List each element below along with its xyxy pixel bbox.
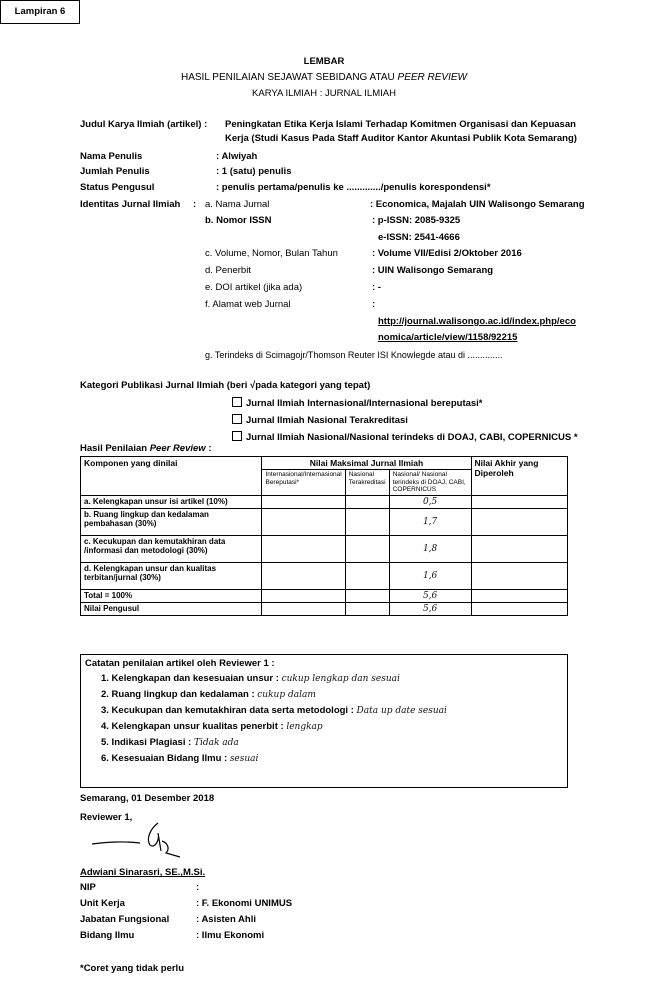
- journal-b-value1: : p-ISSN: 2085-9325: [372, 215, 461, 226]
- hasil-colon: :: [208, 443, 212, 454]
- catatan-item-3-label: 3. Kecukupan dan kemutakhiran data serta metodologi :: [101, 705, 354, 716]
- journal-b-value2: e-ISSN: 2541-4666: [378, 232, 460, 243]
- journal-url-line1[interactable]: http://journal.walisongo.ac.id/index.php/eco: [378, 316, 576, 327]
- catatan-item-3: [101, 705, 447, 716]
- catatan-item-6-note: sesuai: [229, 754, 259, 764]
- footer-note: *Coret yang tidak perlu: [80, 963, 184, 974]
- header-nilai-akhir: Nilai Akhir yang Diperoleh: [471, 457, 568, 496]
- checkbox-3-icon: [232, 431, 242, 441]
- footer-bidang-label: Bidang Ilmu: [80, 930, 135, 941]
- row-b-akhir: [471, 508, 568, 535]
- row-d-score: 1,6: [389, 562, 471, 589]
- signature-icon: [88, 817, 198, 861]
- row-a-nas: [345, 495, 389, 508]
- row-c-akhir: [471, 535, 568, 562]
- journal-f-value: :: [372, 299, 376, 310]
- pengusul-akhir: [471, 602, 568, 615]
- journal-b-label: b. Nomor ISSN: [205, 215, 272, 226]
- kategori-label: Kategori Publikasi Jurnal Ilmiah (beri √pada kategori yang tepat): [80, 380, 371, 391]
- status-label: Status Pengusul: [80, 182, 155, 193]
- table-row: [81, 508, 568, 535]
- catatan-item-5: [101, 737, 239, 748]
- header-komponen: Komponen yang dinilai: [81, 457, 262, 496]
- catatan-title: Catatan penilaian artikel oleh Reviewer 1 :: [85, 658, 275, 669]
- judul-label: Judul Karya Ilmiah (artikel) :: [80, 119, 208, 130]
- table-row: [81, 495, 568, 508]
- hasil-label-italic: Peer Review: [149, 443, 206, 454]
- total-label: Total = 100%: [81, 589, 262, 602]
- total-score: 5,6: [389, 589, 471, 602]
- catatan-box: [80, 654, 568, 788]
- row-b-nas: [345, 508, 389, 535]
- pengusul-nas: [345, 602, 389, 615]
- nama-value: : Alwiyah: [216, 151, 258, 162]
- lampiran-box: Lampiran 6: [0, 0, 80, 24]
- footer-jabatan-label: Jabatan Fungsional: [80, 914, 170, 925]
- status-value: : penulis pertama/penulis ke ............./penulis korespondensi*: [216, 182, 491, 193]
- footer-unit-value: : F. Ekonomi UNIMUS: [196, 898, 293, 909]
- catatan-item-2-note: cukup dalam: [257, 690, 316, 700]
- checkbox-1-icon: [232, 397, 242, 407]
- catatan-item-4: [101, 721, 323, 732]
- row-d-akhir: [471, 562, 568, 589]
- title-line2: [80, 72, 568, 83]
- catatan-item-4-label: 4. Kelengkapan unsur kualitas penerbit :: [101, 721, 284, 732]
- row-d-label: d. Kelengkapan unsur dan kualitas terbitan/jurnal (30%): [81, 562, 262, 589]
- table-header-row: [81, 457, 568, 470]
- row-a-akhir: [471, 495, 568, 508]
- row-c-score: 1,8: [389, 535, 471, 562]
- catatan-item-2-label: 2. Ruang lingkup dan kedalaman :: [101, 689, 255, 700]
- journal-e-label: e. DOI artikel (jika ada): [205, 282, 303, 293]
- row-c-nas: [345, 535, 389, 562]
- footer-unit-label: Unit Kerja: [80, 898, 125, 909]
- catatan-item-1: [101, 673, 400, 684]
- kategori-opt3: [232, 431, 578, 443]
- judul-line2: Kerja (Studi Kasus Pada Staff Auditor Kantor Akuntasi Publik Kota Semarang): [225, 133, 577, 144]
- catatan-item-1-label: 1. Kelengkapan dan kesesuaian unsur :: [101, 673, 279, 684]
- identitas-colon: :: [193, 199, 197, 210]
- table-row-pengusul: [81, 602, 568, 615]
- score-table: [80, 456, 568, 616]
- header-intl: Internasional/Internasional Bereputasi*: [262, 470, 345, 496]
- row-a-label: a. Kelengkapan unsur isi artikel (10%): [81, 495, 262, 508]
- journal-d-value: : UIN Walisongo Semarang: [372, 265, 494, 276]
- row-d-nas: [345, 562, 389, 589]
- total-akhir: [471, 589, 568, 602]
- header-nas: Nasional Terakreditasi: [345, 470, 389, 496]
- kategori-opt2: [232, 414, 408, 426]
- pengusul-score: 5,6: [389, 602, 471, 615]
- pengusul-label: Nilai Pengusul: [81, 602, 262, 615]
- row-c-label: c. Kecukupan dan kemutakhiran data /informasi dan metodologi (30%): [81, 535, 262, 562]
- footer-bidang-value: : Ilmu Ekonomi: [196, 930, 265, 941]
- journal-a-label: a. Nama Jurnal: [205, 199, 270, 210]
- hasil-label: [80, 443, 212, 454]
- catatan-item-2: [101, 689, 316, 700]
- title-line2-text: HASIL PENILAIAN SEJAWAT SEBIDANG ATAU: [180, 72, 395, 83]
- footer-date: Semarang, 01 Desember 2018: [80, 793, 215, 804]
- title-line2-italic: PEER REVIEW: [397, 72, 467, 83]
- title-line1: LEMBAR: [303, 56, 345, 67]
- checkbox-2-icon: [232, 414, 242, 424]
- row-a-score: 0,5: [389, 495, 471, 508]
- judul-line1: Peningkatan Etika Kerja Islami Terhadap Komitmen Organisasi dan Kepuasan: [225, 119, 576, 130]
- kategori-opt1: [232, 397, 483, 409]
- footer-name: Adwiani Sinarasri, SE.,M.Si.: [80, 867, 206, 878]
- title-line3: KARYA ILMIAH : JURNAL ILMIAH: [252, 88, 396, 99]
- table-row: [81, 562, 568, 589]
- footer-nip-label: NIP: [80, 882, 96, 893]
- row-b-score: 1,7: [389, 508, 471, 535]
- journal-f-label: f. Alamat web Jurnal: [205, 299, 291, 310]
- footer-reviewer: Reviewer 1,: [80, 812, 133, 823]
- footer-nip-value: :: [196, 882, 200, 893]
- catatan-item-4-note: lengkap: [286, 722, 323, 732]
- journal-g-label: g. Terindeks di Scimagojr/Thomson Reuter ISI Knowlegde atau di ..............: [205, 350, 503, 360]
- row-a-intl: [262, 495, 345, 508]
- jumlah-label: Jumlah Penulis: [80, 166, 150, 177]
- journal-c-value: : Volume VII/Edisi 2/Oktober 2016: [372, 248, 522, 259]
- pengusul-intl: [262, 602, 345, 615]
- identitas-label: Identitas Jurnal Ilmiah: [80, 199, 181, 210]
- kategori-opt3-text: Jurnal Ilmiah Nasional/Nasional terindeks di DOAJ, CABI, COPERNICUS *: [246, 432, 578, 443]
- header-nas2: Nasional/ Nasional terindeks di DOAJ, CABI, COPERNICUS: [389, 470, 471, 496]
- journal-a-value: : Economica, Majalah UIN Walisongo Semarang: [370, 199, 585, 210]
- catatan-item-5-label: 5. Indikasi Plagiasi :: [101, 737, 192, 748]
- jumlah-value: : 1 (satu) penulis: [216, 166, 292, 177]
- kategori-opt2-text: Jurnal Ilmiah Nasional Terakreditasi: [246, 415, 408, 426]
- hasil-label-text: Hasil Penilaian: [80, 443, 148, 454]
- row-b-label: b. Ruang lingkup dan kedalaman pembahasan (30%): [81, 508, 262, 535]
- journal-e-value: : -: [372, 282, 381, 293]
- catatan-item-5-note: Tidak ada: [193, 738, 239, 748]
- catatan-item-3-note: Data up date sesuai: [356, 706, 447, 716]
- row-c-intl: [262, 535, 345, 562]
- footer-jabatan-value: : Asisten Ahli: [196, 914, 256, 925]
- journal-d-label: d. Penerbit: [205, 265, 251, 276]
- catatan-item-6-label: 6. Kesesuaian Bidang Ilmu :: [101, 753, 228, 764]
- total-nas: [345, 589, 389, 602]
- row-d-intl: [262, 562, 345, 589]
- catatan-item-6: [101, 753, 258, 764]
- journal-url-line2[interactable]: nomica/article/view/1158/92215: [378, 332, 518, 343]
- total-intl: [262, 589, 345, 602]
- table-row-total: [81, 589, 568, 602]
- table-row: [81, 535, 568, 562]
- nama-label: Nama Penulis: [80, 151, 143, 162]
- kategori-opt1-text: Jurnal Ilmiah Internasional/Internasional bereputasi*: [246, 398, 483, 409]
- row-b-intl: [262, 508, 345, 535]
- journal-c-label: c. Volume, Nomor, Bulan Tahun: [205, 248, 338, 259]
- header-nilai-maks: Nilai Maksimal Jurnal Ilmiah: [262, 457, 471, 470]
- catatan-item-1-note: cukup lengkap dan sesuai: [281, 674, 400, 684]
